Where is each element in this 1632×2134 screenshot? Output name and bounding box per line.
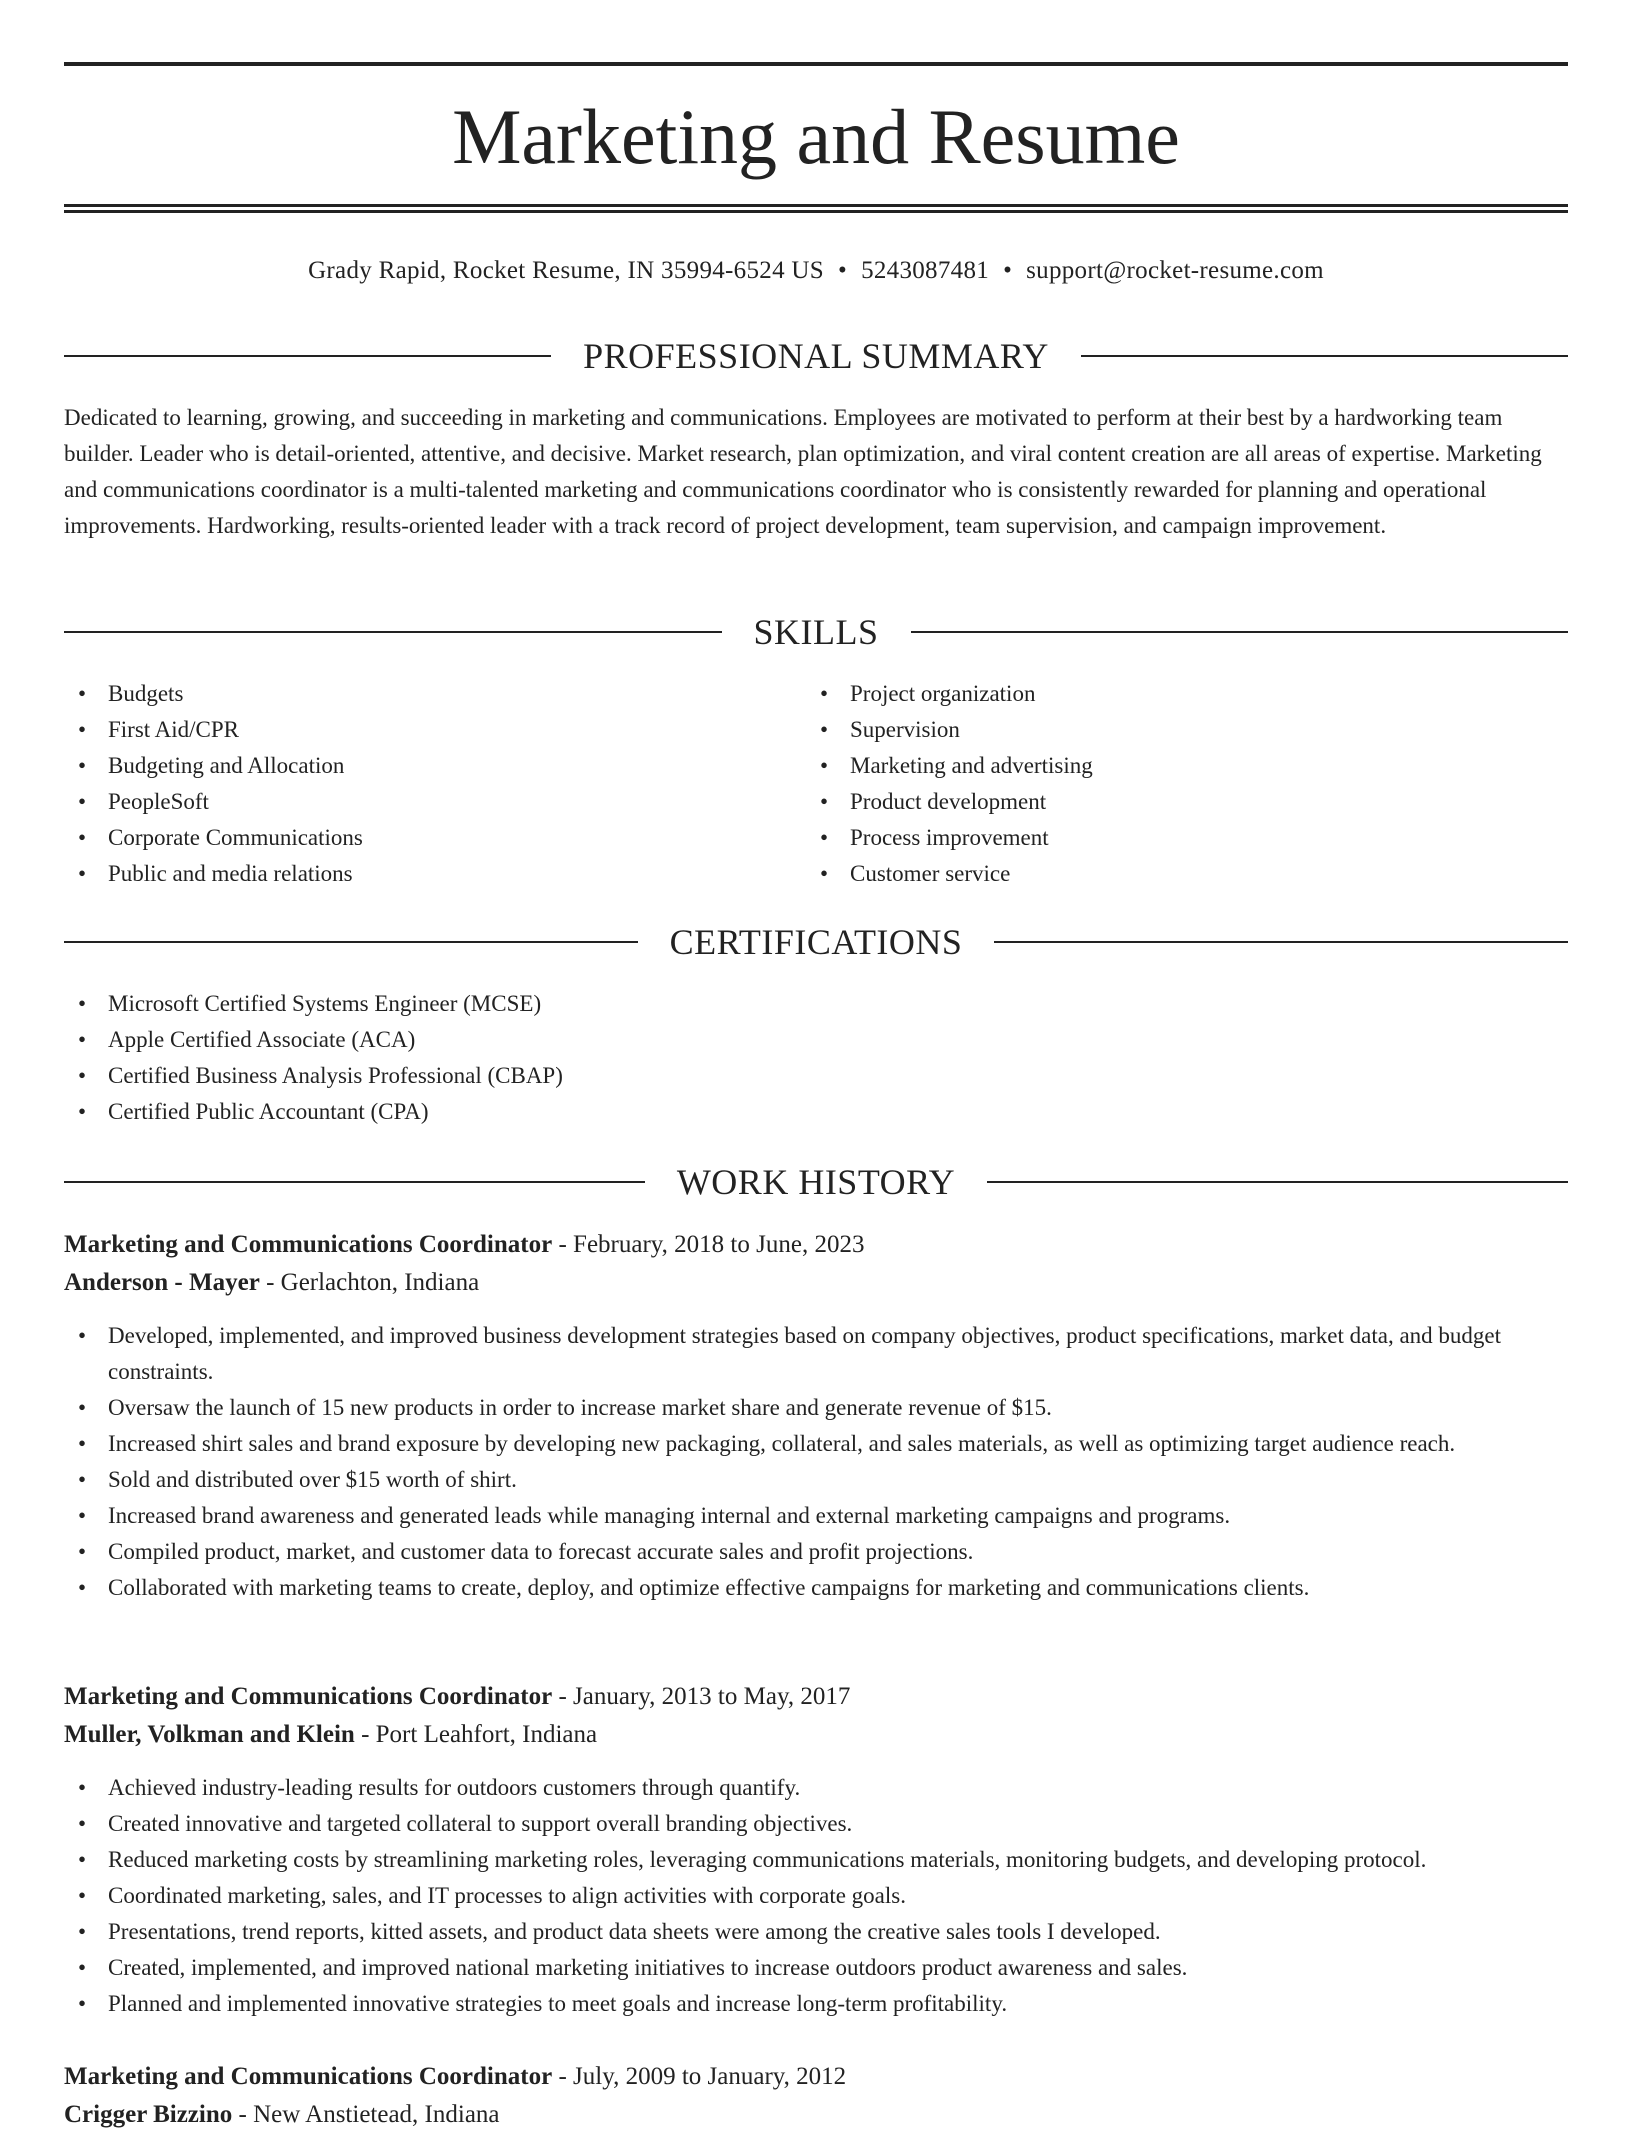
section-heading-certifications xyxy=(64,920,1568,964)
job-title-line xyxy=(64,1226,1568,1264)
job-dates: - July, 2009 to January, 2012 xyxy=(552,2063,847,2090)
section-heading-summary xyxy=(64,334,1568,378)
skills-column-left xyxy=(64,676,806,892)
job-bullet: • Developed, implemented, and improved business development strategies based on company objectives, product specifications, market data, and budget constraints. xyxy=(64,1318,1568,1390)
job-company-line xyxy=(64,1716,1568,1754)
job-bullet: • Increased brand awareness and generated leads while managing internal and external marketing campaigns and programs. xyxy=(64,1498,1568,1534)
heading-label: CERTIFICATIONS xyxy=(669,922,963,962)
job-entry xyxy=(64,1226,1568,1606)
job-bullet: • Coordinated marketing, sales, and IT processes to align activities with corporate goals. xyxy=(64,1878,1568,1914)
job-bullet: • Reduced marketing costs by streamlining marketing roles, leveraging communications materials, monitoring budgets, and developing protocol. xyxy=(64,1842,1568,1878)
certification-item: • Microsoft Certified Systems Engineer (MCSE) xyxy=(64,986,1568,1022)
job-bullet: • Collaborated with marketing teams to create, deploy, and optimize effective campaigns for marketing and communications clients. xyxy=(64,1570,1568,1606)
contact-line xyxy=(64,254,1568,288)
contact-phone: 5243087481 xyxy=(861,257,990,284)
contact-address: Grady Rapid, Rocket Resume, IN 35994-6524 US xyxy=(308,257,824,284)
job-bullet: • Created innovative and targeted collateral to support overall branding objectives. xyxy=(64,1806,1568,1842)
skill-item: • First Aid/CPR xyxy=(64,712,806,748)
skill-item: • Supervision xyxy=(806,712,1548,748)
job-title-line xyxy=(64,2058,1568,2096)
title-rule-double xyxy=(64,204,1568,213)
certification-item: • Certified Business Analysis Professional (CBAP) xyxy=(64,1058,1568,1094)
job-company: Muller, Volkman and Klein xyxy=(64,1721,355,1748)
job-title-line xyxy=(64,1678,1568,1716)
heading-rule-left xyxy=(64,631,722,633)
skill-item: • Public and media relations xyxy=(64,856,806,892)
skill-item: • Budgeting and Allocation xyxy=(64,748,806,784)
heading-label: WORK HISTORY xyxy=(676,1162,956,1202)
job-entry xyxy=(64,2058,1568,2134)
skill-item: • Customer service xyxy=(806,856,1548,892)
job-bullet: • Increased shirt sales and brand exposure by developing new packaging, collateral, and sales materials, as well as optimizing target audience reach. xyxy=(64,1426,1568,1462)
heading-rule-right xyxy=(1081,355,1568,357)
job-bullets xyxy=(64,1318,1568,1606)
job-bullet: • Presentations, trend reports, kitted assets, and product data sheets were among the creative sales tools I developed. xyxy=(64,1914,1568,1950)
job-bullet: • Created, implemented, and improved national marketing initiatives to increase outdoors product awareness and sales. xyxy=(64,1950,1568,1986)
heading-label: SKILLS xyxy=(753,612,879,652)
heading-label: PROFESSIONAL SUMMARY xyxy=(583,336,1049,376)
skill-item: • Project organization xyxy=(806,676,1548,712)
heading-rule-right xyxy=(987,1181,1568,1183)
heading-rule-left xyxy=(64,1181,645,1183)
section-heading-work-history xyxy=(64,1160,1568,1204)
certifications-list xyxy=(64,986,1568,1130)
summary-text: Dedicated to learning, growing, and succeeding in marketing and communications. Employees are motivated to perform at their best by a hardworking team builder. Leader who is detail-oriented, attentive, and decisive. Market research, plan optimization, and viral content creation are all areas of expertise. Marketing and communications coordinator is a multi-talented marketing and communications coordinator who is consistently rewarded for planning and operational improvements. Hardworking, results-oriented leader with a track record of project development, team supervision, and campaign improvement. xyxy=(64,405,1542,538)
job-location: - Port Leahfort, Indiana xyxy=(354,1721,598,1748)
job-location: - Gerlachton, Indiana xyxy=(259,1269,480,1296)
skill-item: • Process improvement xyxy=(806,820,1548,856)
certification-item: • Apple Certified Associate (ACA) xyxy=(64,1022,1568,1058)
heading-rule-left xyxy=(64,941,638,943)
skill-item: • Marketing and advertising xyxy=(806,748,1548,784)
job-company-line xyxy=(64,2096,1568,2134)
job-bullet: • Compiled product, market, and customer data to forecast accurate sales and profit projections. xyxy=(64,1534,1568,1570)
skill-item: • Budgets xyxy=(64,676,806,712)
job-dates: - January, 2013 to May, 2017 xyxy=(552,1683,851,1710)
job-bullet: • Oversaw the launch of 15 new products in order to increase market share and generate revenue of $15. xyxy=(64,1390,1568,1426)
contact-separator: • xyxy=(838,257,848,284)
section-heading-skills xyxy=(64,610,1568,654)
job-dates: - February, 2018 to June, 2023 xyxy=(552,1231,865,1258)
job-bullet: • Sold and distributed over $15 worth of shirt. xyxy=(64,1462,1568,1498)
skills-list xyxy=(64,676,1568,892)
job-title: Marketing and Communications Coordinator xyxy=(64,1231,553,1258)
skill-item: • PeopleSoft xyxy=(64,784,806,820)
job-title: Marketing and Communications Coordinator xyxy=(64,2063,553,2090)
skills-column-right xyxy=(806,676,1548,892)
job-bullet: • Planned and implemented innovative strategies to meet goals and increase long-term profitability. xyxy=(64,1986,1568,2022)
job-bullets xyxy=(64,1770,1568,2022)
job-company: Crigger Bizzino xyxy=(64,2101,233,2128)
title-block xyxy=(64,62,1568,213)
job-title: Marketing and Communications Coordinator xyxy=(64,1683,553,1710)
job-company: Anderson - Mayer xyxy=(64,1269,260,1296)
heading-rule-right xyxy=(994,941,1568,943)
heading-rule-left xyxy=(64,355,551,357)
skill-item: • Product development xyxy=(806,784,1548,820)
job-location: - New Anstietead, Indiana xyxy=(232,2101,500,2128)
resume-title: Marketing and Resume xyxy=(452,93,1180,180)
job-bullet: • Achieved industry-leading results for outdoors customers through quantify. xyxy=(64,1770,1568,1806)
job-company-line xyxy=(64,1264,1568,1302)
heading-rule-right xyxy=(911,631,1569,633)
job-entry xyxy=(64,1678,1568,2022)
certification-item: • Certified Public Accountant (CPA) xyxy=(64,1094,1568,1130)
skill-item: • Corporate Communications xyxy=(64,820,806,856)
contact-email[interactable]: support@rocket-resume.com xyxy=(1026,257,1324,284)
contact-separator: • xyxy=(1003,257,1013,284)
